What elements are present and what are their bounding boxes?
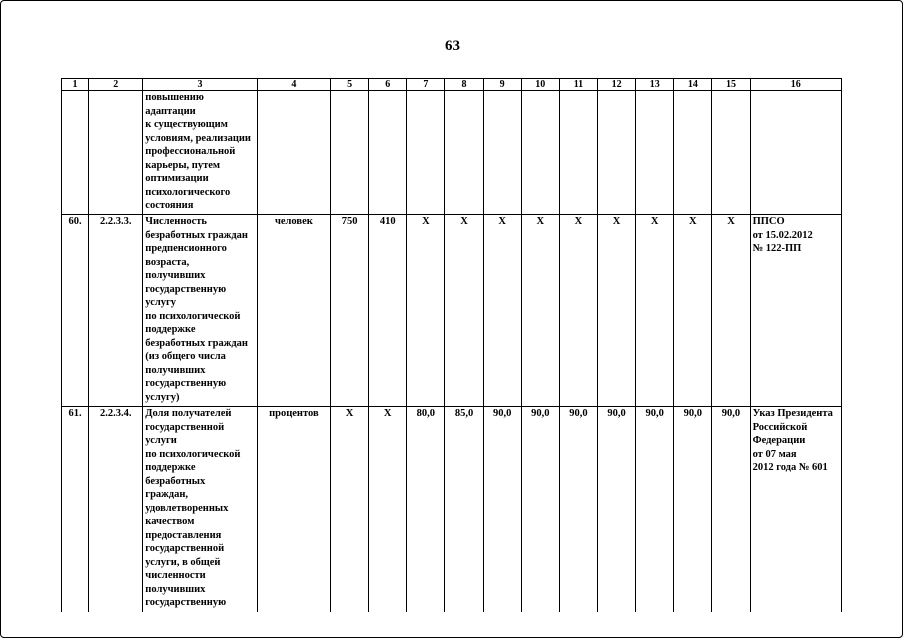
value-cell: 90,0 <box>598 407 636 612</box>
header-cell: 13 <box>636 79 674 91</box>
value-cell: 90,0 <box>674 407 712 612</box>
indicator-description: повышению адаптации к существующим условиям, реализации профессиональной карьеры, путем оптимизации психологического состояния <box>143 91 257 215</box>
value-cell: X <box>445 215 483 407</box>
value-cell: 90,0 <box>712 407 750 612</box>
value-cell: X <box>598 215 636 407</box>
indicator-code: 2.2.3.4. <box>89 407 143 612</box>
header-cell: 6 <box>369 79 407 91</box>
header-cell: 16 <box>750 79 841 91</box>
header-cell: 1 <box>62 79 89 91</box>
value-cell: 90,0 <box>636 407 674 612</box>
value-cell: X <box>521 215 559 407</box>
value-cell: 90,0 <box>521 407 559 612</box>
header-cell: 12 <box>598 79 636 91</box>
value-cell: 90,0 <box>559 407 597 612</box>
header-cell: 10 <box>521 79 559 91</box>
source-cell: Указ Президента Российской Федерации от 07 мая 2012 года № 601 <box>750 407 841 612</box>
indicators-table <box>61 78 842 612</box>
header-cell: 15 <box>712 79 750 91</box>
value-cell: 410 <box>369 215 407 407</box>
value-cell: X <box>559 215 597 407</box>
value-cell: X <box>407 215 445 407</box>
header-cell: 8 <box>445 79 483 91</box>
page-number: 63 <box>445 38 460 54</box>
value-cell: X <box>483 215 521 407</box>
header-cell: 4 <box>257 79 330 91</box>
unit-cell: процентов <box>257 407 330 612</box>
value-cell: 85,0 <box>445 407 483 612</box>
value-cell: X <box>636 215 674 407</box>
header-cell: 11 <box>559 79 597 91</box>
table-row <box>62 407 842 612</box>
value-cell: X <box>331 407 369 612</box>
value-cell: X <box>369 407 407 612</box>
value-cell: 80,0 <box>407 407 445 612</box>
value-cell: X <box>712 215 750 407</box>
indicator-code: 2.2.3.3. <box>89 215 143 407</box>
header-cell: 2 <box>89 79 143 91</box>
value-cell: X <box>674 215 712 407</box>
source-cell: ППСО от 15.02.2012 № 122-ПП <box>750 215 841 407</box>
value-cell: 750 <box>331 215 369 407</box>
header-cell: 14 <box>674 79 712 91</box>
continuation-row <box>62 91 842 215</box>
header-cell: 7 <box>407 79 445 91</box>
header-row <box>62 79 842 91</box>
header-cell: 5 <box>331 79 369 91</box>
indicator-description: Доля получателей государственной услуги по психологической поддержке безработных граждан, удовлетворенных качеством предоставления государственной услуги, в общей численности получивших государственную <box>143 407 257 612</box>
row-number: 61. <box>62 407 89 612</box>
value-cell: 90,0 <box>483 407 521 612</box>
indicator-description: Численность безработных граждан предпенсионного возраста, получивших государственную услугу по психологической поддержке безработных граждан (из общего числа получивших государственную услугу) <box>143 215 257 407</box>
row-number: 60. <box>62 215 89 407</box>
table-row <box>62 215 842 407</box>
unit-cell: человек <box>257 215 330 407</box>
header-cell: 9 <box>483 79 521 91</box>
header-cell: 3 <box>143 79 257 91</box>
